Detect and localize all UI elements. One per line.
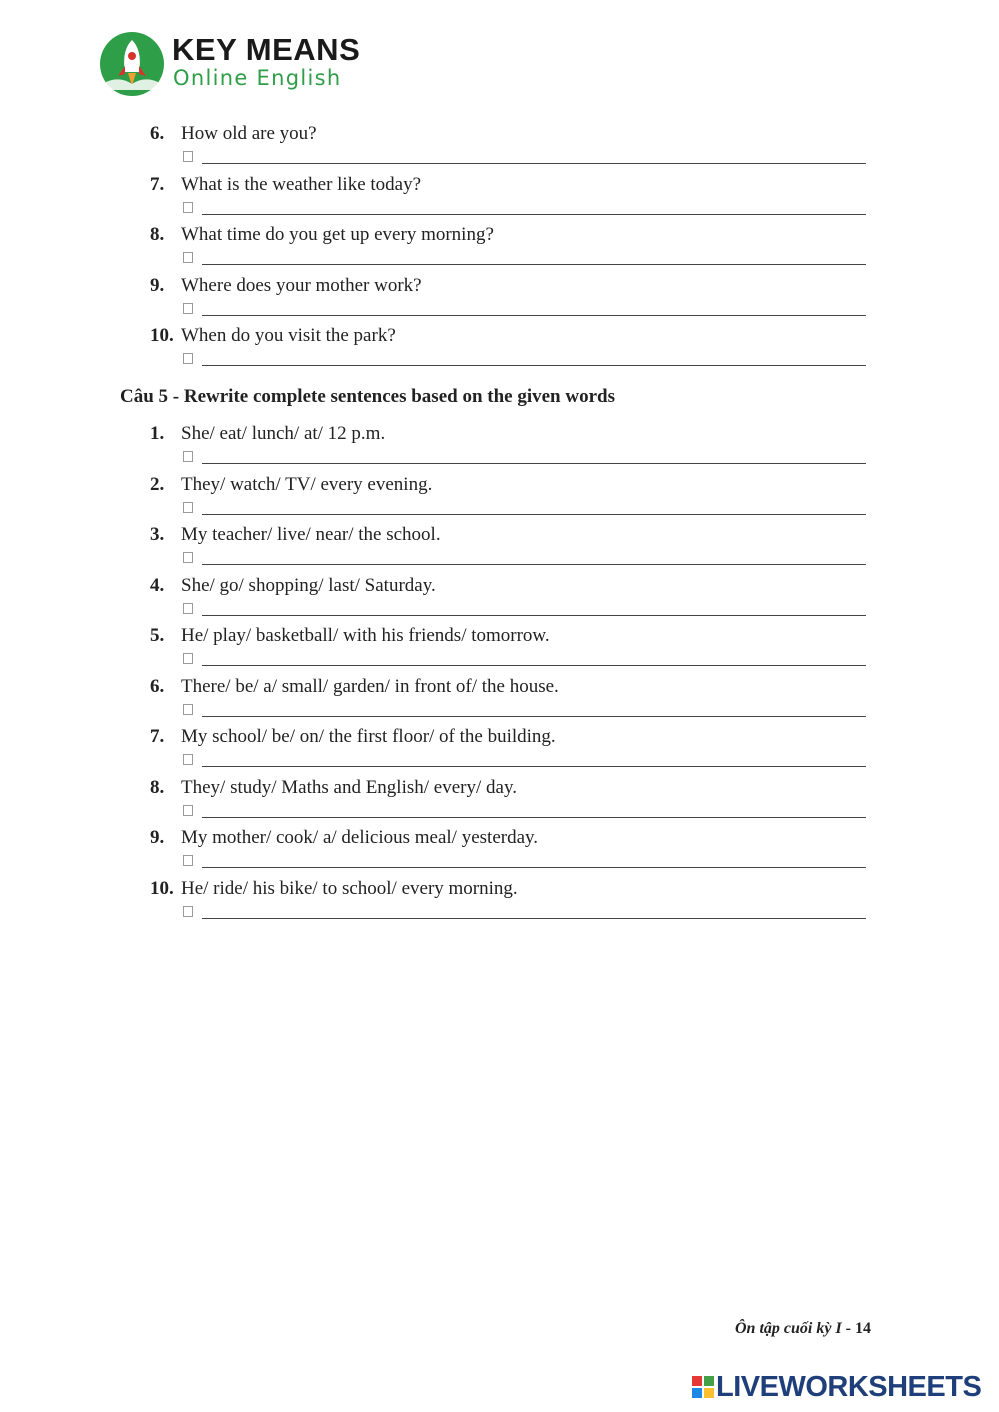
question-number: 7. <box>150 174 165 195</box>
answer-line[interactable] <box>202 867 866 868</box>
answer-line[interactable] <box>202 214 866 215</box>
answer-checkbox[interactable] <box>183 451 193 462</box>
question-number: 8. <box>150 224 165 245</box>
question-text: What is the weather like today? <box>181 174 422 195</box>
question-number: 10. <box>150 325 174 346</box>
question-number: 4. <box>150 575 165 596</box>
answer-line[interactable] <box>202 315 866 316</box>
answer-checkbox[interactable] <box>183 603 193 614</box>
page-number: 14 <box>855 1320 871 1337</box>
answer-checkbox[interactable] <box>183 252 193 263</box>
question-number: 8. <box>150 777 165 798</box>
answer-line[interactable] <box>202 918 866 919</box>
question-text: They/ study/ Maths and English/ every/ day. <box>181 777 517 798</box>
question-number: 10. <box>150 878 174 899</box>
answer-line[interactable] <box>202 665 866 666</box>
question-number: 7. <box>150 726 165 747</box>
answer-line[interactable] <box>202 365 866 366</box>
liveworksheets-watermark <box>692 1372 992 1402</box>
question-number: 6. <box>150 676 165 697</box>
section-title: Câu 5 - Rewrite complete sentences based on the given words <box>120 386 615 407</box>
footer-separator: - <box>841 1320 855 1337</box>
question-text: They/ watch/ TV/ every evening. <box>181 474 433 495</box>
question-text: She/ go/ shopping/ last/ Saturday. <box>181 575 436 596</box>
answer-line[interactable] <box>202 163 866 164</box>
question-number: 9. <box>150 275 165 296</box>
question-text: My teacher/ live/ near/ the school. <box>181 524 441 545</box>
question-number: 2. <box>150 474 165 495</box>
question-text: What time do you get up every morning? <box>181 224 494 245</box>
question-text: He/ ride/ his bike/ to school/ every morning. <box>181 878 518 899</box>
answer-line[interactable] <box>202 564 866 565</box>
liveworksheets-icon <box>692 1376 714 1398</box>
answer-checkbox[interactable] <box>183 502 193 513</box>
answer-checkbox[interactable] <box>183 151 193 162</box>
answer-checkbox[interactable] <box>183 552 193 563</box>
answer-line[interactable] <box>202 514 866 515</box>
answer-line[interactable] <box>202 264 866 265</box>
rocket-icon <box>100 32 164 96</box>
answer-checkbox[interactable] <box>183 353 193 364</box>
question-text: There/ be/ a/ small/ garden/ in front of/ the house. <box>181 676 559 697</box>
answer-checkbox[interactable] <box>183 303 193 314</box>
answer-checkbox[interactable] <box>183 202 193 213</box>
question-text: He/ play/ basketball/ with his friends/ tomorrow. <box>181 625 550 646</box>
brand-title: KEY MEANS <box>172 32 361 67</box>
answer-line[interactable] <box>202 817 866 818</box>
question-text: How old are you? <box>181 123 317 144</box>
brand-subtitle: Online English <box>173 66 342 90</box>
question-text: She/ eat/ lunch/ at/ 12 p.m. <box>181 423 386 444</box>
question-number: 1. <box>150 423 165 444</box>
liveworksheets-text: LIVEWORKSHEETS <box>716 1371 982 1403</box>
question-number: 9. <box>150 827 165 848</box>
answer-line[interactable] <box>202 615 866 616</box>
answer-checkbox[interactable] <box>183 704 193 715</box>
answer-checkbox[interactable] <box>183 653 193 664</box>
answer-checkbox[interactable] <box>183 805 193 816</box>
answer-checkbox[interactable] <box>183 855 193 866</box>
answer-checkbox[interactable] <box>183 906 193 917</box>
answer-line[interactable] <box>202 716 866 717</box>
question-number: 6. <box>150 123 165 144</box>
footer-label: Ôn tập cuối kỳ I <box>735 1320 842 1337</box>
answer-line[interactable] <box>202 463 866 464</box>
question-number: 5. <box>150 625 165 646</box>
question-text: Where does your mother work? <box>181 275 422 296</box>
question-text: My mother/ cook/ a/ delicious meal/ yesterday. <box>181 827 539 848</box>
answer-checkbox[interactable] <box>183 754 193 765</box>
page-footer <box>735 1320 871 1338</box>
question-text: When do you visit the park? <box>181 325 396 346</box>
question-number: 3. <box>150 524 165 545</box>
question-text: My school/ be/ on/ the first floor/ of the building. <box>181 726 556 747</box>
brand-logo <box>100 32 400 96</box>
answer-line[interactable] <box>202 766 866 767</box>
